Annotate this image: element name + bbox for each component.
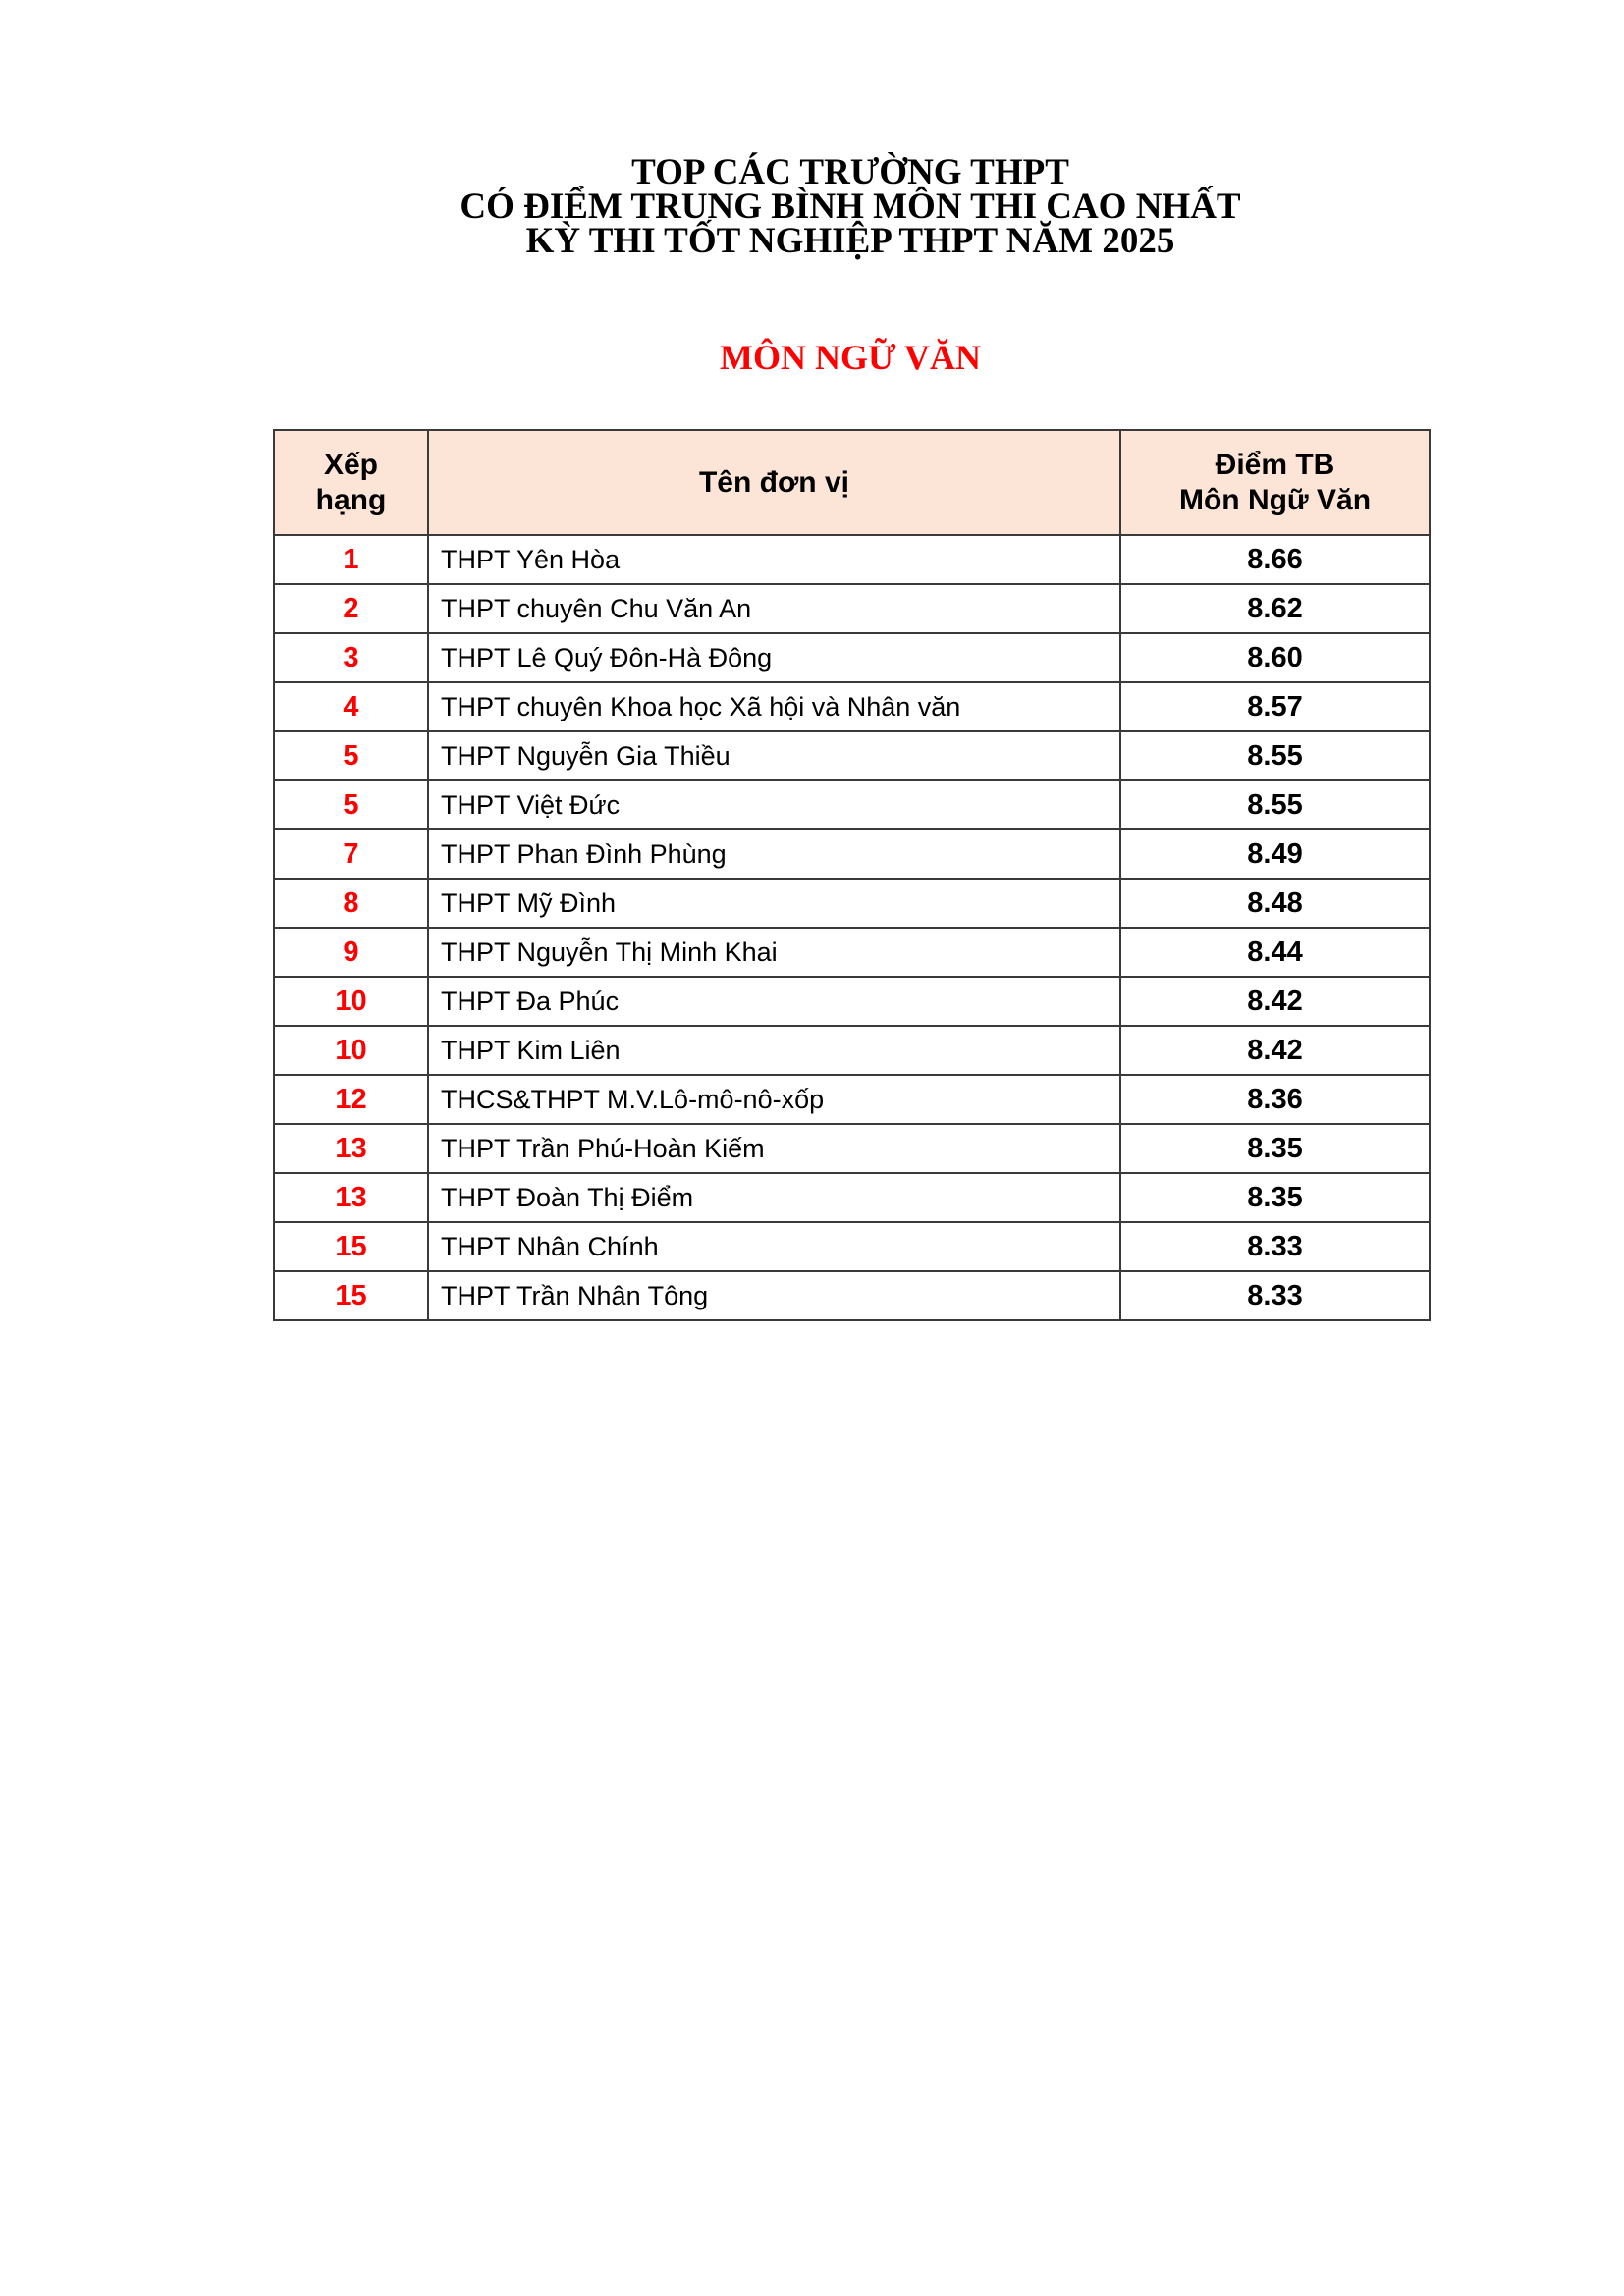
rank-cell: 10: [274, 1026, 428, 1075]
table-row: [274, 1271, 1430, 1320]
table-row: [274, 829, 1430, 879]
school-name-cell: THPT chuyên Chu Văn An: [428, 584, 1120, 633]
rank-cell: 4: [274, 682, 428, 731]
school-name-cell: THPT Nguyễn Thị Minh Khai: [428, 928, 1120, 977]
school-name-cell: THCS&THPT M.V.Lô-mô-nô-xốp: [428, 1075, 1120, 1124]
rank-cell: 15: [274, 1222, 428, 1271]
rank-cell: 9: [274, 928, 428, 977]
score-cell: 8.49: [1120, 829, 1430, 879]
score-cell: 8.62: [1120, 584, 1430, 633]
school-name-cell: THPT Mỹ Đình: [428, 879, 1120, 928]
rank-cell: 13: [274, 1173, 428, 1222]
rank-cell: 7: [274, 829, 428, 879]
header-rank: [274, 430, 428, 535]
school-name-cell: THPT Kim Liên: [428, 1026, 1120, 1075]
table-row: [274, 1075, 1430, 1124]
score-cell: 8.48: [1120, 879, 1430, 928]
score-cell: 8.66: [1120, 535, 1430, 584]
header-score-line-1: Điểm TB: [1215, 448, 1335, 481]
table-row: [274, 1173, 1430, 1222]
header-score: [1120, 430, 1430, 535]
score-cell: 8.42: [1120, 977, 1430, 1026]
school-name-cell: THPT Nhân Chính: [428, 1222, 1120, 1271]
header-rank-line-1: Xếp: [323, 448, 379, 481]
header-score-line-2: Môn Ngữ Văn: [1178, 483, 1372, 516]
score-cell: 8.57: [1120, 682, 1430, 731]
school-name-cell: THPT Nguyễn Gia Thiều: [428, 731, 1120, 780]
ranking-table: [273, 429, 1431, 1321]
rank-cell: 8: [274, 879, 428, 928]
rank-cell: 2: [274, 584, 428, 633]
score-cell: 8.55: [1120, 780, 1430, 829]
header-name: Tên đơn vị: [428, 430, 1120, 535]
score-cell: 8.60: [1120, 633, 1430, 682]
school-name-cell: THPT Việt Đức: [428, 780, 1120, 829]
table-row: [274, 535, 1430, 584]
rank-cell: 15: [274, 1271, 428, 1320]
score-cell: 8.33: [1120, 1271, 1430, 1320]
header-row: [274, 430, 1430, 535]
table-row: [274, 1124, 1430, 1173]
rank-cell: 13: [274, 1124, 428, 1173]
rank-cell: 1: [274, 535, 428, 584]
table-row: [274, 1222, 1430, 1271]
subject-title: MÔN NGỮ VĂN: [720, 338, 981, 377]
rank-cell: 12: [274, 1075, 428, 1124]
school-name-cell: THPT Phan Đình Phùng: [428, 829, 1120, 879]
table-row: [274, 633, 1430, 682]
school-name-cell: THPT Lê Quý Đôn-Hà Đông: [428, 633, 1120, 682]
score-cell: 8.42: [1120, 1026, 1430, 1075]
school-name-cell: THPT Trần Phú-Hoàn Kiếm: [428, 1124, 1120, 1173]
title-line-1: TOP CÁC TRƯỜNG THPT: [631, 152, 1069, 192]
table-row: [274, 584, 1430, 633]
score-cell: 8.55: [1120, 731, 1430, 780]
school-name-cell: THPT Đa Phúc: [428, 977, 1120, 1026]
score-cell: 8.33: [1120, 1222, 1430, 1271]
table-row: [274, 879, 1430, 928]
school-name-cell: THPT chuyên Khoa học Xã hội và Nhân văn: [428, 682, 1120, 731]
header-rank-line-2: hạng: [315, 483, 387, 516]
rank-cell: 5: [274, 780, 428, 829]
score-cell: 8.35: [1120, 1173, 1430, 1222]
school-name-cell: THPT Đoàn Thị Điểm: [428, 1173, 1120, 1222]
table-body: [274, 535, 1430, 1320]
rank-cell: 5: [274, 731, 428, 780]
table-row: [274, 682, 1430, 731]
score-cell: 8.35: [1120, 1124, 1430, 1173]
table-row: [274, 1026, 1430, 1075]
score-cell: 8.44: [1120, 928, 1430, 977]
school-name-cell: THPT Yên Hòa: [428, 535, 1120, 584]
document-title: [0, 152, 1624, 261]
school-name-cell: THPT Trần Nhân Tông: [428, 1271, 1120, 1320]
title-line-3: KỲ THI TỐT NGHIỆP THPT NĂM 2025: [525, 221, 1175, 261]
rank-cell: 3: [274, 633, 428, 682]
rank-cell: 10: [274, 977, 428, 1026]
table-row: [274, 977, 1430, 1026]
table-header: [274, 430, 1430, 535]
table-row: [274, 731, 1430, 780]
table-row: [274, 928, 1430, 977]
title-line-2: CÓ ĐIỂM TRUNG BÌNH MÔN THI CAO NHẤT: [460, 187, 1241, 227]
score-cell: 8.36: [1120, 1075, 1430, 1124]
table-row: [274, 780, 1430, 829]
